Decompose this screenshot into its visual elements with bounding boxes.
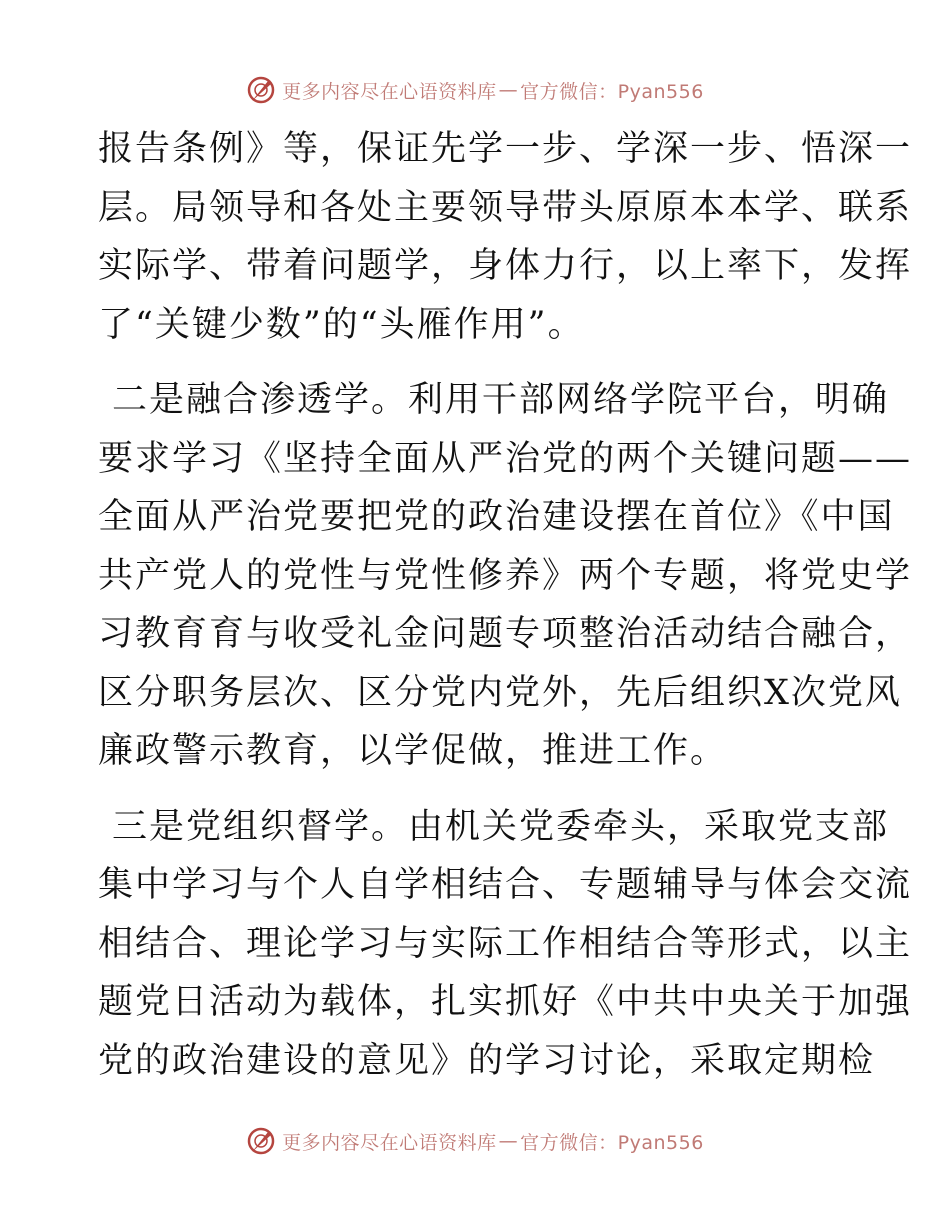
text-line: 实际学、带着问题学，身体力行，以上率下，发挥: [98, 246, 913, 286]
paragraph-2: [98, 371, 913, 781]
text-line: 了“关键少数”的“头雁作用”。: [98, 304, 585, 345]
text-line: 集中学习与个人自学相结合、专题辅导与体会交流: [98, 865, 913, 905]
text-line: 共产党人的党性与党性修养》两个专题，将党史学: [98, 555, 913, 596]
document-body: [98, 120, 913, 1090]
text-line: 全面从严治党要把党的政治建设摆在首位》《中国: [98, 497, 895, 537]
text-line: 三是党组织督学。由机关党委牵头，采取党支部: [112, 806, 890, 847]
quill-logo-icon: [246, 1126, 276, 1156]
text-line: 区分职务层次、区分党内党外，先后组织X次党风: [98, 672, 902, 713]
text-line: 题党日活动为载体，扎实抓好《中共中央关于加强: [98, 982, 913, 1022]
text-line: 相结合、理论学习与实际工作相结合等形式，以主: [98, 923, 913, 964]
watermark-separator: —: [498, 1130, 519, 1152]
paragraph-3: [98, 798, 913, 1091]
header-watermark: [0, 70, 950, 110]
paragraph-1: [98, 120, 913, 354]
watermark-site-text: 更多内容尽在心语资料库: [282, 1131, 497, 1154]
text-line: 习教育育与收受礼金问题专项整治活动结合融合，: [98, 614, 913, 654]
watermark-contact-text: 官方微信：Pyan556: [520, 1131, 704, 1154]
quill-logo-icon: [246, 75, 276, 105]
text-line: 要求学习《坚持全面从严治党的两个关键问题——: [98, 438, 913, 479]
text-line: 报告条例》等，保证先学一步、学深一步、悟深一: [98, 129, 913, 169]
text-line: 党的政治建设的意见》的学习讨论，采取定期检: [98, 1040, 876, 1081]
footer-watermark: [0, 1121, 950, 1161]
watermark-contact-text: 官方微信：Pyan556: [520, 80, 704, 103]
watermark-separator: —: [498, 79, 519, 101]
text-line: 二是融合渗透学。利用干部网络学院平台，明确: [112, 380, 890, 420]
text-line: 层。局领导和各处主要领导带头原原本本学、联系: [98, 187, 913, 228]
watermark-site-text: 更多内容尽在心语资料库: [282, 80, 497, 103]
text-line: 廉政警示教育，以学促做，推进工作。: [98, 731, 728, 771]
